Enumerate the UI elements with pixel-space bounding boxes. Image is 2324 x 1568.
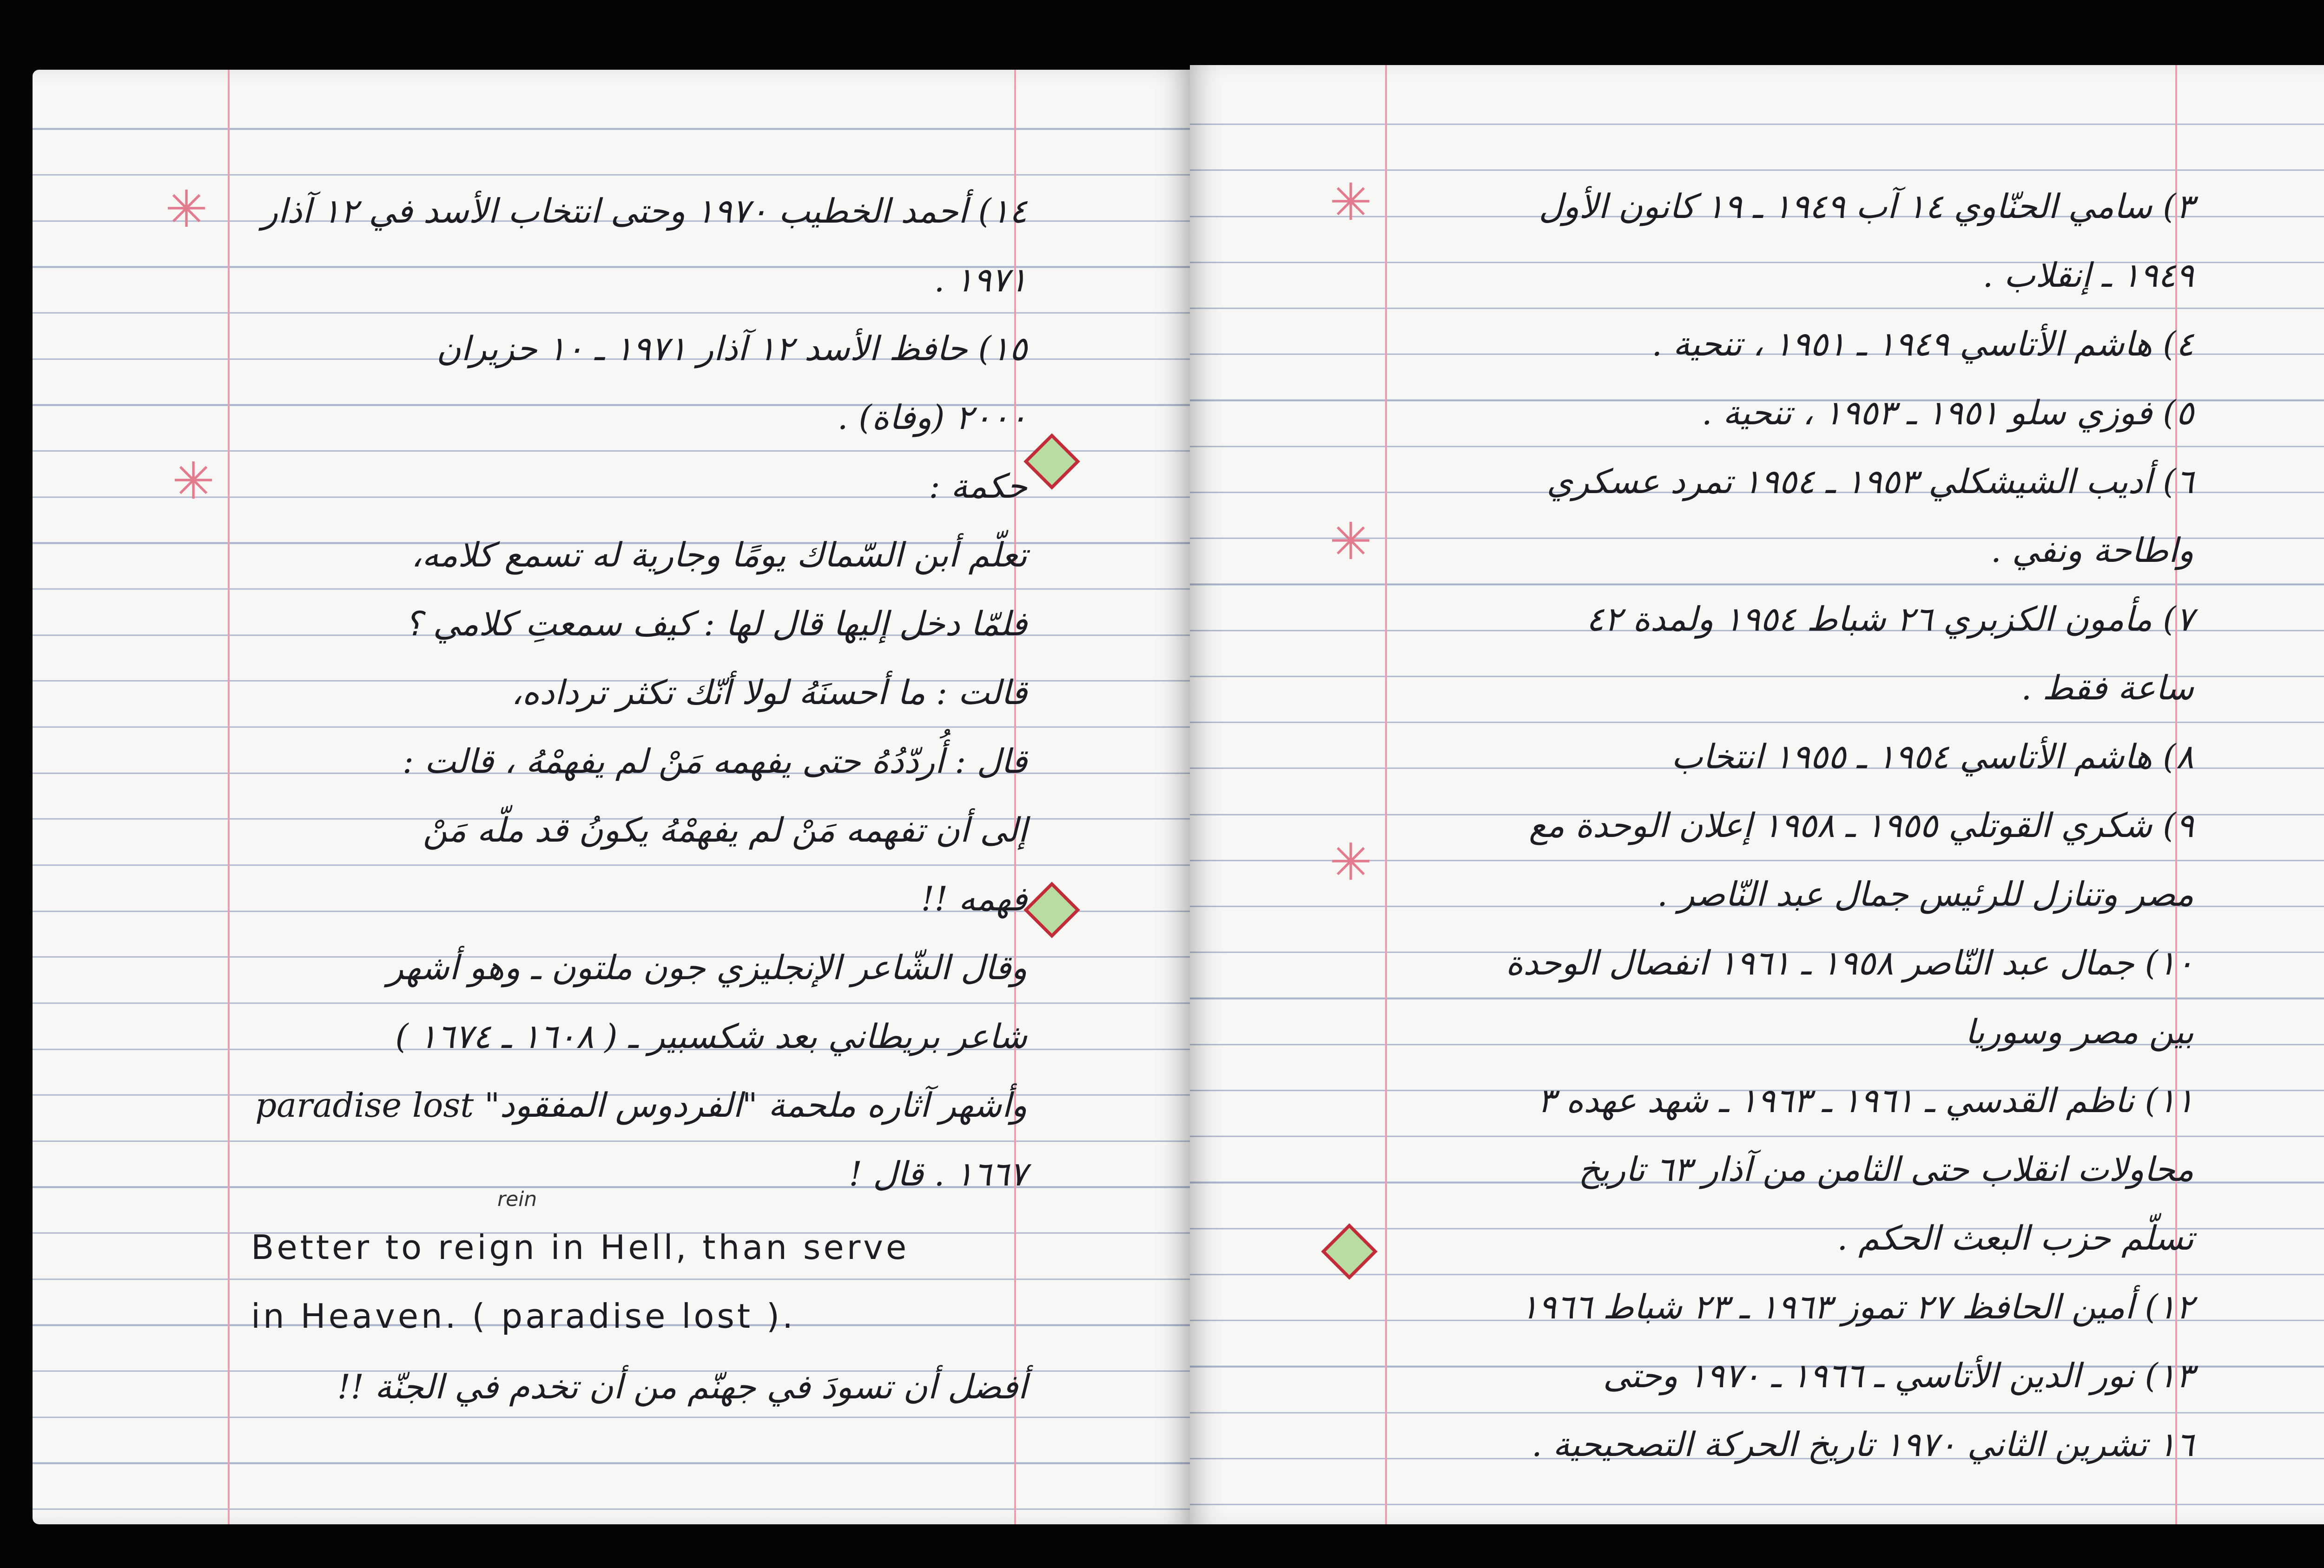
handwritten-line: ٧) مأمون الكزبري ٢٦ شباط ١٩٥٤ ولمدة ٤٢ bbox=[1586, 600, 2194, 639]
handwritten-line: وقال الشّاعر الإنجليزي جون ملتون ـ وهو أشهر bbox=[387, 948, 1027, 987]
left-page-arabic-lines bbox=[237, 177, 1027, 1208]
handwritten-line: إلى أن تفهمه مَنْ لم يفهمْهُ يكونُ قد ملّه مَنْ bbox=[423, 810, 1027, 850]
handwritten-line: ٩) شكري القوتلي ١٩٥٥ ـ ١٩٥٨ إعلان الوحدة مع bbox=[1529, 806, 2194, 845]
handwritten-line: ٤) هاشم الأتاسي ١٩٤٩ ـ ١٩٥١ ، تنحية . bbox=[1651, 324, 2194, 363]
handwritten-line: ٢٠٠٠ (وفاة) . bbox=[837, 398, 1027, 437]
right-page-arabic-lines bbox=[1394, 172, 2194, 1479]
star-icon: ✳ bbox=[1329, 832, 1373, 892]
rein-correction-note: rein bbox=[497, 1187, 537, 1211]
green-diamond-marker-icon bbox=[1321, 1223, 1378, 1280]
green-diamond-marker-icon bbox=[1023, 882, 1080, 938]
star-icon: ✳ bbox=[1329, 512, 1373, 571]
handwritten-line: محاولات انقلاب حتى الثامن من آذار ٦٣ تاريخ bbox=[1578, 1150, 2194, 1189]
handwritten-line: واطاحة ونفي . bbox=[1990, 531, 2194, 570]
handwritten-line: ١١) ناظم القدسي ـ ١٩٦١ ـ ١٩٦٣ ـ شهد عهده ٣ bbox=[1537, 1081, 2194, 1120]
english-quote-line-1: Better to reign in Hell, than serve bbox=[251, 1228, 910, 1267]
handwritten-line: ٣) سامي الحنّاوي ١٤ آب ١٩٤٩ ـ ١٩ كانون الأول bbox=[1538, 187, 2194, 226]
star-icon: ✳ bbox=[1329, 172, 1373, 232]
left-notebook-page bbox=[33, 70, 1190, 1524]
handwritten-line: ١٤) أحمد الخطيب ١٩٧٠ وحتى انتخاب الأسد في ١٢ آذار bbox=[262, 191, 1027, 231]
handwritten-line: قال : أُردّدُهُ حتى يفهمه مَنْ لم يفهمْهُ ، قالت : bbox=[402, 742, 1027, 781]
star-icon: ✳ bbox=[165, 179, 208, 239]
handwritten-line: مصر وتنازل للرئيس جمال عبد النّاصر . bbox=[1657, 875, 2194, 914]
left-page-margin-line-inner bbox=[228, 70, 230, 1524]
handwritten-line: ١٣) نور الدين الأتاسي ـ ١٩٦٦ ـ ١٩٧٠ وحتى bbox=[1603, 1356, 2194, 1395]
handwritten-line: تسلّم حزب البعث الحكم . bbox=[1837, 1219, 2194, 1258]
handwritten-line: ١٩٧١ . bbox=[934, 260, 1027, 299]
right-notebook-page bbox=[1190, 65, 2324, 1524]
handwritten-line: ١٢) أمين الحافظ ٢٧ تموز ١٩٦٣ ـ ٢٣ شباط ١٩٦٦ bbox=[1520, 1287, 2194, 1326]
handwritten-line: أفضل أن تسودَ في جهنّم من أن تخدم في الجنّة !! bbox=[337, 1367, 1027, 1406]
star-icon: ✳ bbox=[172, 451, 215, 511]
handwritten-line: ٨) هاشم الأتاسي ١٩٥٤ ـ ١٩٥٥ انتخاب bbox=[1671, 737, 2194, 776]
handwritten-line: ٦) أديب الشيشكلي ١٩٥٣ ـ ١٩٥٤ تمرد عسكري bbox=[1546, 462, 2194, 501]
handwritten-line: ساعة فقط . bbox=[2021, 668, 2194, 707]
handwritten-line: قالت : ما أحسنَهُ لولا أنّك تكثر ترداده، bbox=[511, 673, 1027, 712]
handwritten-line: فهمه !! bbox=[921, 879, 1027, 918]
handwritten-line: ١٠) جمال عبد النّاصر ١٩٥٨ ـ ١٩٦١ انفصال الوحدة bbox=[1505, 943, 2194, 982]
handwritten-line: ١٦ تشرين الثاني ١٩٧٠ تاريخ الحركة التصحيحية . bbox=[1531, 1425, 2194, 1464]
handwritten-line: تعلّم أبن السّماك يومًا وجارية له تسمع كلامه، bbox=[411, 535, 1027, 574]
left-page-last-line bbox=[237, 1352, 1027, 1421]
right-page-margin-line-inner bbox=[1385, 65, 1387, 1524]
english-quote bbox=[251, 1213, 1023, 1351]
green-diamond-marker-icon bbox=[1023, 433, 1080, 490]
handwritten-line: وأشهر آثاره ملحمة "الفردوس المفقود" paradise lost bbox=[255, 1086, 1027, 1125]
handwritten-line: ١٥) حافظ الأسد ١٢ آذار ١٩٧١ ـ ١٠ حزيران bbox=[436, 329, 1027, 368]
handwritten-line: شاعر بريطاني بعد شكسبير ـ ( ١٦٠٨ ـ ١٦٧٤ ) bbox=[395, 1017, 1027, 1056]
handwritten-line: فلمّا دخل إليها قال لها : كيف سمعتِ كلامي ؟ bbox=[404, 604, 1027, 643]
handwritten-line: حكمة : bbox=[929, 467, 1027, 506]
handwritten-line: ١٩٤٩ ـ إنقلاب . bbox=[1982, 256, 2194, 295]
handwritten-line: ٥) فوزي سلو ١٩٥١ ـ ١٩٥٣ ، تنحية . bbox=[1701, 393, 2194, 432]
english-quote-line-2: in Heaven. ( paradise lost ). bbox=[251, 1297, 796, 1336]
handwritten-line: بين مصر وسوريا bbox=[1965, 1012, 2194, 1051]
handwritten-line: ١٦٦٧ . قال ! bbox=[849, 1154, 1027, 1193]
